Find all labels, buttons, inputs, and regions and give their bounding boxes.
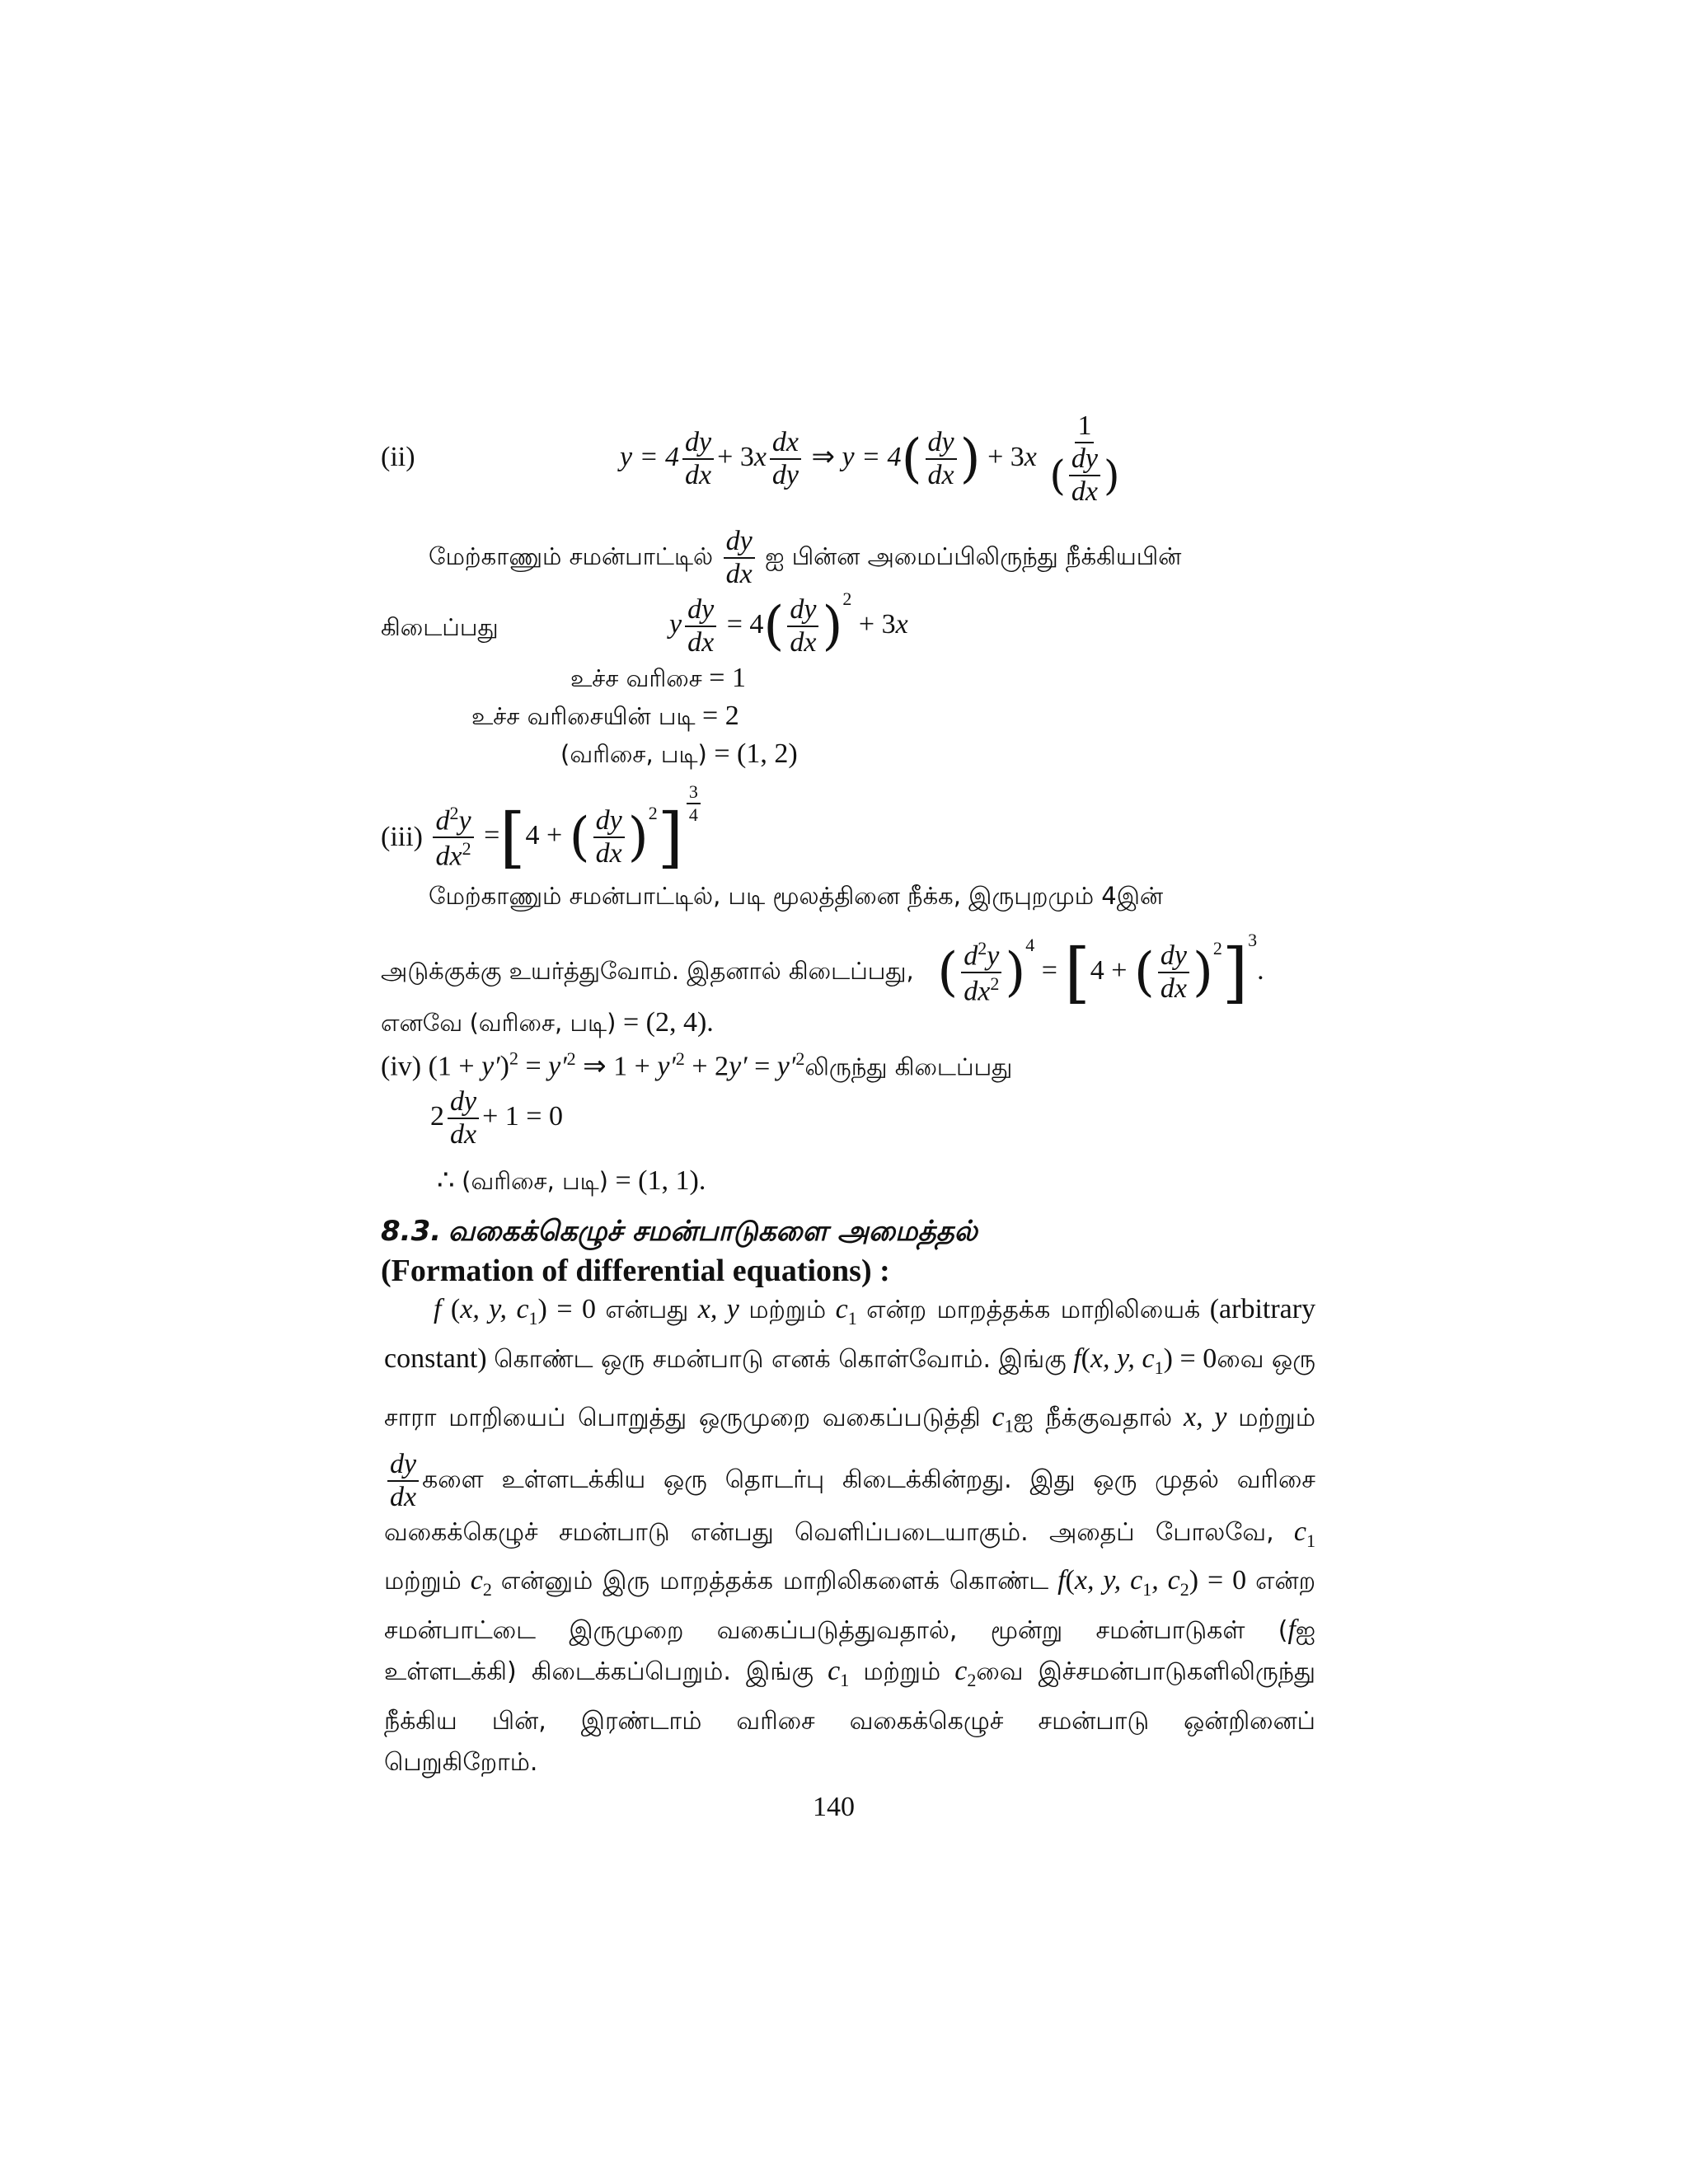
iii-explanation-2: அடுக்குக்கு உயர்த்துவோம். இதனால் கிடைப்பது, ( $\frac{d^2y}{dx^2}$ )$^4$ = [4 + ( $\frac{dy}{dx}$ )$^2$]$^3$. (381, 930, 1264, 1011)
iii-explanation-1: மேற்காணும் சமன்பாட்டில், படி மூலத்தினை நீக்க, இருபுறமும் 4இன் (429, 882, 1164, 910)
ii-order: உச்ச வரிசை = 1 (570, 663, 746, 693)
iii-order-degree: எனவே (வரிசை, படி) = (2, 4). (381, 1007, 714, 1038)
ii-kidaippathu: கிடைப்பது (381, 613, 499, 641)
iv-result-equation: 2 $\frac{dy}{dx}$ + 1 = 0 (430, 1086, 563, 1150)
ii-explanation: மேற்காணும் சமன்பாட்டில் $\frac{dy}{dx}$ ஐ பின்ன அமைப்பிலிருந்து நீக்கியபின் (429, 526, 1182, 589)
ii-order-degree: (வரிசை, படி) = (1, 2) (560, 738, 798, 769)
label-ii: (ii) (381, 442, 415, 472)
section-paragraph: f (x, y, $c_1) = 0$ என்பது x, y மற்றும் $c_1$ என்ற மாறத்தக்க மாறிலியைக் (arbitrary constant) கொண்ட ஒரு சமன்பாடு எனக் கொள்வோம். இங்கு f(x, y, $c_1$) = 0வை ஒரு சாரா மாறியைப் பொறுத்து ஒருமுறை வகைப்படுத்தி $c_1ஐ$ நீக்குவதால் x, y மற்றும் $\frac{dy}{dx}$ களை உள்ளடக்கிய ஒரு தொடர்பு கிடைக்கின்றது. இது ஒரு முதல் வரிசை வகைக்கெழுச் சமன்பாடு என்பது வெளிப்படையாகும். அதைப் போலவே, $c_1$ மற்றும் $c_2$ என்னும் இரு மாறத்தக்க மாறிலிகளைக் கொண்ட f(x, y, $c_1$, $c_2) = 0$ என்ற சமன்பாட்டை இருமுறை வகைப்படுத்துவதால், மூன்று சமன்பாடுகள் (fஐ உள்ளடக்கி) கிடைக்கப்பெறும். இங்கு $c_1$ மற்றும் $c_2வை$ இச்சமன்பாடுகளிலிருந்து நீக்கிய பின், இரண்டாம் வரிசை வகைக்கெழுச் சமன்பாடு ஒன்றினைப் பெறுகிறோம். (384, 1294, 1316, 1777)
equation-ii: y = 4 $\frac{dy}{dx}$ + 3x $\frac{dx}{dy}$ ⇒ y = 4( $\frac{dy}{dx}$ ) + 3x 1 ( $\frac{dy}{dx}$ ) (620, 410, 1120, 507)
equation-iii: (iii) $\frac{d^2y}{dx^2}$ =[4 + ( $\frac{dy}{dx}$ )$^2$] $\frac{3}{4}$ (381, 783, 704, 876)
section-heading-ta: 8.3. வகைக்கெழுச் சமன்பாடுகளை அமைத்தல் (381, 1215, 978, 1248)
iv-order-degree: ∴ (வரிசை, படி) = (1, 1). (437, 1165, 706, 1196)
ii-result-equation: y $\frac{dy}{dx}$ = 4( $\frac{dy}{dx}$ )$^2$ + 3x (669, 588, 908, 658)
page-number: 140 (813, 1792, 855, 1822)
section-heading-en: (Formation of differential equations) : (381, 1254, 890, 1288)
equation-iv: (iv) $(1 + y')^2 = y'^2$ ⇒ $1 + y'^2 + 2y'$ = $y'^2லிருந்து$ கிடைப்பது (381, 1048, 1013, 1082)
ii-degree: உச்ச வரிசையின் படி = 2 (471, 701, 739, 731)
